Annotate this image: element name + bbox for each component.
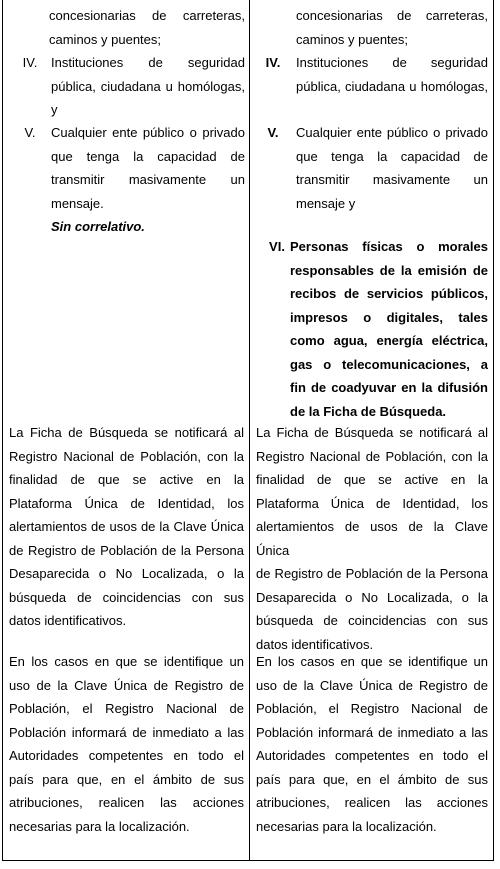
right-item-v [260, 121, 488, 215]
text-line: Población, el Registro Nacional de [9, 701, 244, 716]
text-line: Cualquier ente público o privado [296, 125, 488, 140]
text-line: país para que, en el ámbito de sus [256, 771, 488, 787]
text-line: de Registro de Población de la Persona [256, 566, 488, 581]
text-line: finalidad de que se active en la [9, 472, 244, 487]
text-line: Plataforma Única de Identidad, los [9, 495, 244, 511]
item-number: VI. [269, 239, 285, 254]
right-column [250, 0, 493, 860]
item-number: IV. [265, 55, 281, 70]
text-line: necesarias para la localización. [256, 818, 437, 834]
text-line: responsables de la emisión de [290, 262, 488, 278]
text-line: caminos y puentes; [296, 31, 409, 47]
item-number: V. [267, 125, 279, 140]
text-line: país para que, en el ámbito de sus [9, 771, 244, 787]
text-line: Personas físicas o morales [290, 239, 488, 254]
text-line: transmitir masivamente un [51, 172, 245, 187]
text-line: gas o telecomunicaciones, a [290, 356, 488, 372]
left-item-v [17, 121, 245, 239]
text-line: uso de la Clave Única de Registro de [9, 677, 244, 693]
right-paragraph-casos [256, 650, 488, 838]
text-line: de la Ficha de Búsqueda. [290, 403, 447, 419]
text-line: alertamientos de usos de la Clave Única [9, 519, 244, 534]
left-continuation [23, 4, 245, 51]
text-line: concesionarias de carreteras, [49, 8, 245, 23]
text-line: datos identificativos. [256, 636, 374, 652]
text-line: transmitir masivamente un [296, 172, 488, 187]
text-line: mensaje. [51, 195, 104, 211]
left-paragraph-registro [9, 421, 244, 633]
text-line: Registro Nacional de Población, con la [9, 448, 244, 464]
text-line: fin de coadyuvar en la difusión [290, 380, 488, 395]
text-line: uso de la Clave Única de Registro de [256, 677, 488, 693]
text-line: pública, ciudadana u homólogas, [51, 78, 245, 94]
text-line: En los casos en que se identifique un [9, 654, 244, 669]
left-item-iv [17, 51, 245, 122]
text-line: Registro Nacional de Población, con la [256, 448, 488, 464]
text-line: datos identificativos. [9, 613, 127, 628]
text-line: necesarias para la localización. [9, 818, 190, 834]
text-line: La Ficha de Búsqueda se notificará al [256, 425, 488, 440]
text-line: Población informará de inmediato a las [256, 724, 488, 740]
comparison-table [2, 0, 494, 861]
right-paragraph-registro [256, 421, 488, 656]
text-line: Desaparecida o No Localizada, o la [256, 589, 488, 605]
item-number: V. [24, 125, 36, 140]
text-line: búsqueda de coincidencias con sus [256, 613, 488, 628]
text-line: La Ficha de Búsqueda se notificará al [9, 425, 244, 440]
right-continuation [270, 4, 488, 51]
text-line: Autoridades competentes en todo el [256, 748, 488, 763]
text-line: Desaparecida o No Localizada, o la [9, 566, 244, 581]
text-line: búsqueda de coincidencias con sus [9, 589, 244, 605]
text-line: Cualquier ente público o privado [51, 125, 245, 140]
text-line: que tenga la capacidad de [51, 148, 245, 164]
text-line: de Registro de Población de la Persona [9, 542, 244, 558]
text-line: Instituciones de seguridad [296, 55, 488, 70]
text-line: Población, el Registro Nacional de [256, 701, 488, 716]
text-line: Instituciones de seguridad [51, 55, 245, 70]
text-line: concesionarias de carreteras, [296, 8, 488, 23]
text-line: Población informará de inmediato a las [9, 724, 244, 740]
text-line: En los casos en que se identifique un [256, 654, 488, 669]
text-line: pública, ciudadana u homólogas, [296, 78, 488, 94]
text-line: atribuciones, realicen las acciones [9, 795, 244, 810]
text-line: caminos y puentes; [49, 31, 162, 47]
text-line: mensaje y [296, 195, 356, 211]
item-number: IV. [22, 55, 38, 70]
right-item-vi [264, 235, 488, 423]
left-column [3, 0, 250, 860]
text-line: que tenga la capacidad de [296, 148, 488, 164]
text-line: impresos o digitales, tales [290, 309, 488, 325]
text-line: y [51, 102, 58, 117]
text-line: como agua, energía eléctrica, [290, 333, 488, 348]
text-line: alertamientos de usos de la Clave Única [256, 519, 488, 558]
text-line: finalidad de que se active en la [256, 472, 488, 487]
text-line: Autoridades competentes en todo el [9, 748, 244, 763]
sin-correlativo-note: Sin correlativo. [51, 219, 145, 234]
right-item-iv [260, 51, 488, 98]
text-line: Plataforma Única de Identidad, los [256, 495, 488, 511]
left-paragraph-casos [9, 650, 244, 838]
text-line: atribuciones, realicen las acciones [256, 795, 488, 810]
text-line: recibos de servicios públicos, [290, 286, 488, 301]
